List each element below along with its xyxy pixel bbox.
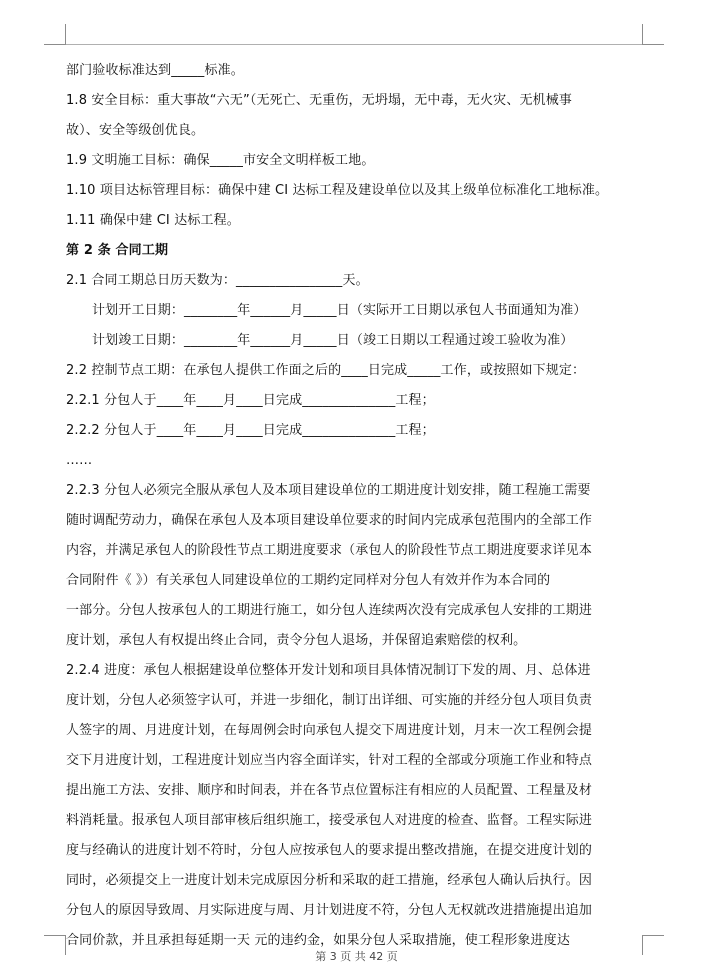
text-line: 度计划，承包人有权提出终止合同，责令分包人退场，并保留追索赔偿的权利。 — [66, 633, 527, 648]
text-line: 分包人的原因导致周、月实际进度与周、月计划进度不符，分包人无权就改进措施提出追加 — [66, 903, 593, 918]
text-line: 2.2.3 分包人必须完全服从承包人及本项目建设单位的工期进度计划安排，随工程施工需要 — [66, 483, 591, 498]
page-top-rule — [66, 44, 642, 45]
text-line: 人签字的周、月进度计划，在每周例会时向承包人提交下周进度计划，月末一次工程例会提 — [66, 723, 593, 738]
text-line: 随时调配劳动力，确保在承包人及本项目建设单位要求的时间内完成承包范围内的全部工作 — [66, 513, 593, 528]
text-line: 料消耗量。报承包人项目部审核后组织施工，接受承包人对进度的检查、监督。工程实际进 — [66, 813, 593, 828]
text-line: 2.2.4 进度：承包人根据建设单位整体开发计划和项目具体情况制订下发的周、月、总体进 — [66, 663, 591, 678]
text-line: …… — [66, 453, 93, 468]
text-line: 2.2.2 分包人于____年____月____日完成______________工程； — [66, 423, 435, 438]
text-line: 1.8 安全目标：重大事故“六无”（无死亡、无重伤，无坍塌，无中毒，无火灾、无机械事 — [66, 93, 573, 108]
text-line: 1.10 项目达标管理目标：确保中建 CI 达标工程及建设单位以及其上级单位标准化工地标准。 — [66, 183, 609, 198]
section-heading: 第 2 条 合同工期 — [66, 243, 169, 258]
text-line: 同时，必须提交上一进度计划未完成原因分析和采取的赶工措施，经承包人确认后执行。因 — [66, 873, 593, 888]
text-line: 1.11 确保中建 CI 达标工程。 — [66, 213, 240, 228]
text-line: 2.1 合同工期总日历天数为：________________天。 — [66, 273, 369, 288]
text-line: 故）、安全等级创优良。 — [66, 123, 205, 138]
text-line: 交下月进度计划，工程进度计划应当内容全面详实，针对工程的全部或分项施工作业和特点 — [66, 753, 593, 768]
page-number-footer: 第 3 页 共 42 页 — [315, 950, 398, 963]
text-line: 提出施工方法、安排、顺序和时间表，并在各节点位置标注有相应的人员配置、工程量及材 — [66, 783, 593, 798]
text-line: 度与经确认的进度计划不符时，分包人应按承包人的要求提出整改措施，在提交进度计划的 — [66, 843, 593, 858]
text-line: 2.2.1 分包人于____年____月____日完成______________工程； — [66, 393, 435, 408]
text-line: 合同价款，并且承担每延期一天 元的违约金，如果分包人采取措施，使工程形象进度达 — [66, 933, 570, 948]
text-line: 内容，并满足承包人的阶段性节点工期进度要求（承包人的阶段性节点工期进度要求详见本 — [66, 543, 593, 558]
text-line: 度计划，分包人必须签字认可，并进一步细化，制订出详细、可实施的并经分包人项目负责 — [66, 693, 593, 708]
text-line: 部门验收标准达到_____标准。 — [66, 63, 244, 78]
crop-mark-bottom-left-h — [44, 935, 66, 936]
text-line: 合同附件《 》）有关承包人同建设单位的工期约定同样对分包人有效并作为本合同的 — [66, 573, 551, 588]
text-line: 2.2 控制节点工期：在承包人提供工作面之后的____日完成_____工作，或按照如下规定： — [66, 363, 586, 378]
text-line: 计划竣工日期：________年______月_____日（竣工日期以工程通过竣工验收为准） — [92, 333, 574, 348]
crop-mark-top-left-v — [65, 24, 66, 44]
crop-mark-top-right-h — [642, 44, 664, 45]
crop-mark-top-left-h — [44, 44, 66, 45]
crop-mark-top-right-v — [642, 24, 643, 44]
document-body — [66, 56, 646, 956]
text-line: 计划开工日期：________年______月_____日（实际开工日期以承包人书面通知为准） — [92, 303, 587, 318]
text-line: 1.9 文明施工目标：确保_____市安全文明样板工地。 — [66, 153, 375, 168]
text-line: 一部分。分包人按承包人的工期进行施工，如分包人连续两次没有完成承包人安排的工期进 — [66, 603, 593, 618]
